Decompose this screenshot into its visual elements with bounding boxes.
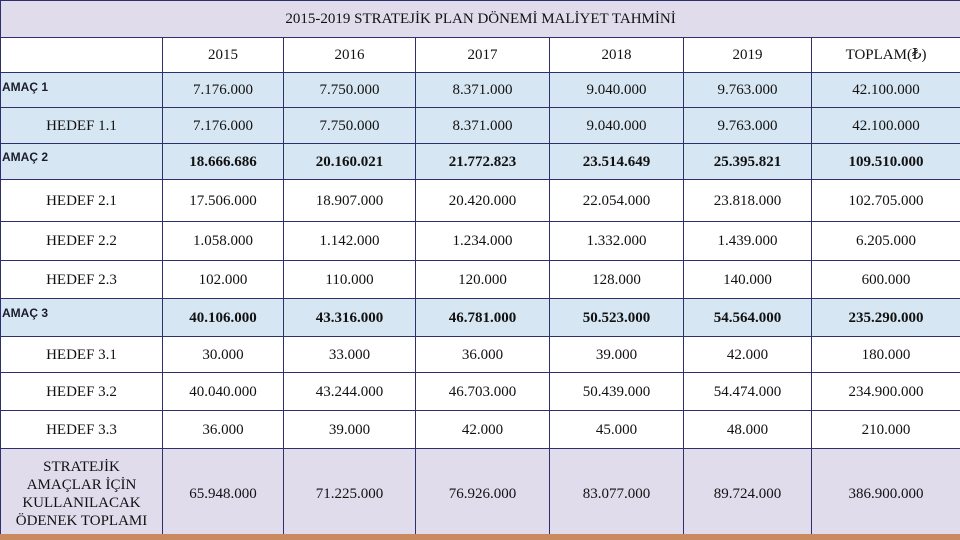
value-cell: 102.000 [163, 261, 284, 299]
row-label: HEDEF 3.3 [1, 411, 163, 449]
value-cell: 46.703.000 [416, 373, 550, 411]
goal-row [1, 73, 960, 108]
value-cell: 20.160.021 [284, 144, 416, 180]
target-row [1, 180, 960, 222]
value-cell: 42.100.000 [812, 73, 960, 108]
header-row [1, 38, 960, 73]
target-row [1, 373, 960, 411]
value-cell: 18.666.686 [163, 144, 284, 180]
total-label-line: STRATEJİK [43, 459, 120, 475]
value-cell: 1.332.000 [550, 222, 684, 261]
value-cell: 600.000 [812, 261, 960, 299]
value-cell: 42.000 [416, 411, 550, 449]
total-value-cell: 76.926.000 [416, 449, 550, 540]
value-cell: 22.054.000 [550, 180, 684, 222]
column-header-2018: 2018 [550, 38, 684, 73]
value-cell: 109.510.000 [812, 144, 960, 180]
value-cell: 46.781.000 [416, 299, 550, 337]
value-cell: 54.474.000 [684, 373, 812, 411]
value-cell: 6.205.000 [812, 222, 960, 261]
total-value-cell: 83.077.000 [550, 449, 684, 540]
value-cell: 33.000 [284, 337, 416, 373]
value-cell: 39.000 [284, 411, 416, 449]
value-cell: 50.439.000 [550, 373, 684, 411]
value-cell: 40.106.000 [163, 299, 284, 337]
value-cell: 7.176.000 [163, 73, 284, 108]
value-cell: 120.000 [416, 261, 550, 299]
target-row [1, 108, 960, 144]
total-value-cell: 89.724.000 [684, 449, 812, 540]
total-value-cell: 386.900.000 [812, 449, 960, 540]
column-header-total: TOPLAM(₺) [812, 38, 960, 73]
column-header-2017: 2017 [416, 38, 550, 73]
value-cell: 30.000 [163, 337, 284, 373]
row-label: HEDEF 2.3 [1, 261, 163, 299]
goal-row [1, 144, 960, 180]
value-cell: 21.772.823 [416, 144, 550, 180]
header-label-cell [1, 38, 163, 73]
row-label: HEDEF 1.1 [1, 108, 163, 144]
value-cell: 43.244.000 [284, 373, 416, 411]
value-cell: 42.100.000 [812, 108, 960, 144]
value-cell: 17.506.000 [163, 180, 284, 222]
value-cell: 1.234.000 [416, 222, 550, 261]
total-row [1, 449, 960, 540]
value-cell: 8.371.000 [416, 73, 550, 108]
column-header-2015: 2015 [163, 38, 284, 73]
value-cell: 23.514.649 [550, 144, 684, 180]
value-cell: 54.564.000 [684, 299, 812, 337]
value-cell: 8.371.000 [416, 108, 550, 144]
value-cell: 9.763.000 [684, 73, 812, 108]
value-cell: 7.750.000 [284, 73, 416, 108]
value-cell: 43.316.000 [284, 299, 416, 337]
value-cell: 102.705.000 [812, 180, 960, 222]
value-cell: 140.000 [684, 261, 812, 299]
value-cell: 1.439.000 [684, 222, 812, 261]
target-row [1, 337, 960, 373]
table-title: 2015-2019 STRATEJİK PLAN DÖNEMİ MALİYET TAHMİNİ [1, 1, 960, 38]
value-cell: 180.000 [812, 337, 960, 373]
total-value-cell: 71.225.000 [284, 449, 416, 540]
goal-label: AMAÇ 3 [2, 306, 49, 320]
goal-label: AMAÇ 1 [2, 80, 49, 94]
value-cell: 234.900.000 [812, 373, 960, 411]
value-cell: 48.000 [684, 411, 812, 449]
row-label: HEDEF 3.1 [1, 337, 163, 373]
value-cell: 210.000 [812, 411, 960, 449]
value-cell: 9.040.000 [550, 73, 684, 108]
value-cell: 1.142.000 [284, 222, 416, 261]
value-cell: 18.907.000 [284, 180, 416, 222]
target-row [1, 222, 960, 261]
value-cell: 20.420.000 [416, 180, 550, 222]
bottom-accent-bar [0, 534, 960, 540]
value-cell: 40.040.000 [163, 373, 284, 411]
value-cell: 9.040.000 [550, 108, 684, 144]
value-cell: 42.000 [684, 337, 812, 373]
target-row [1, 411, 960, 449]
column-header-2016: 2016 [284, 38, 416, 73]
value-cell: 9.763.000 [684, 108, 812, 144]
value-cell: 36.000 [416, 337, 550, 373]
value-cell: 235.290.000 [812, 299, 960, 337]
value-cell: 7.176.000 [163, 108, 284, 144]
value-cell: 23.818.000 [684, 180, 812, 222]
row-label: HEDEF 3.2 [1, 373, 163, 411]
total-label-line: AMAÇLAR İÇİN [26, 477, 137, 493]
value-cell: 7.750.000 [284, 108, 416, 144]
value-cell: 36.000 [163, 411, 284, 449]
value-cell: 50.523.000 [550, 299, 684, 337]
total-label-line: KULLANILACAK [22, 495, 141, 511]
value-cell: 45.000 [550, 411, 684, 449]
row-label: HEDEF 2.1 [1, 180, 163, 222]
total-label-line: ÖDENEK TOPLAMI [15, 513, 148, 529]
total-value-cell: 65.948.000 [163, 449, 284, 540]
value-cell: 39.000 [550, 337, 684, 373]
goal-label: AMAÇ 2 [2, 150, 49, 164]
value-cell: 1.058.000 [163, 222, 284, 261]
row-label: HEDEF 2.2 [1, 222, 163, 261]
total-row-label [1, 449, 163, 540]
column-header-2019: 2019 [684, 38, 812, 73]
value-cell: 110.000 [284, 261, 416, 299]
value-cell: 128.000 [550, 261, 684, 299]
target-row [1, 261, 960, 299]
value-cell: 25.395.821 [684, 144, 812, 180]
goal-row [1, 299, 960, 337]
